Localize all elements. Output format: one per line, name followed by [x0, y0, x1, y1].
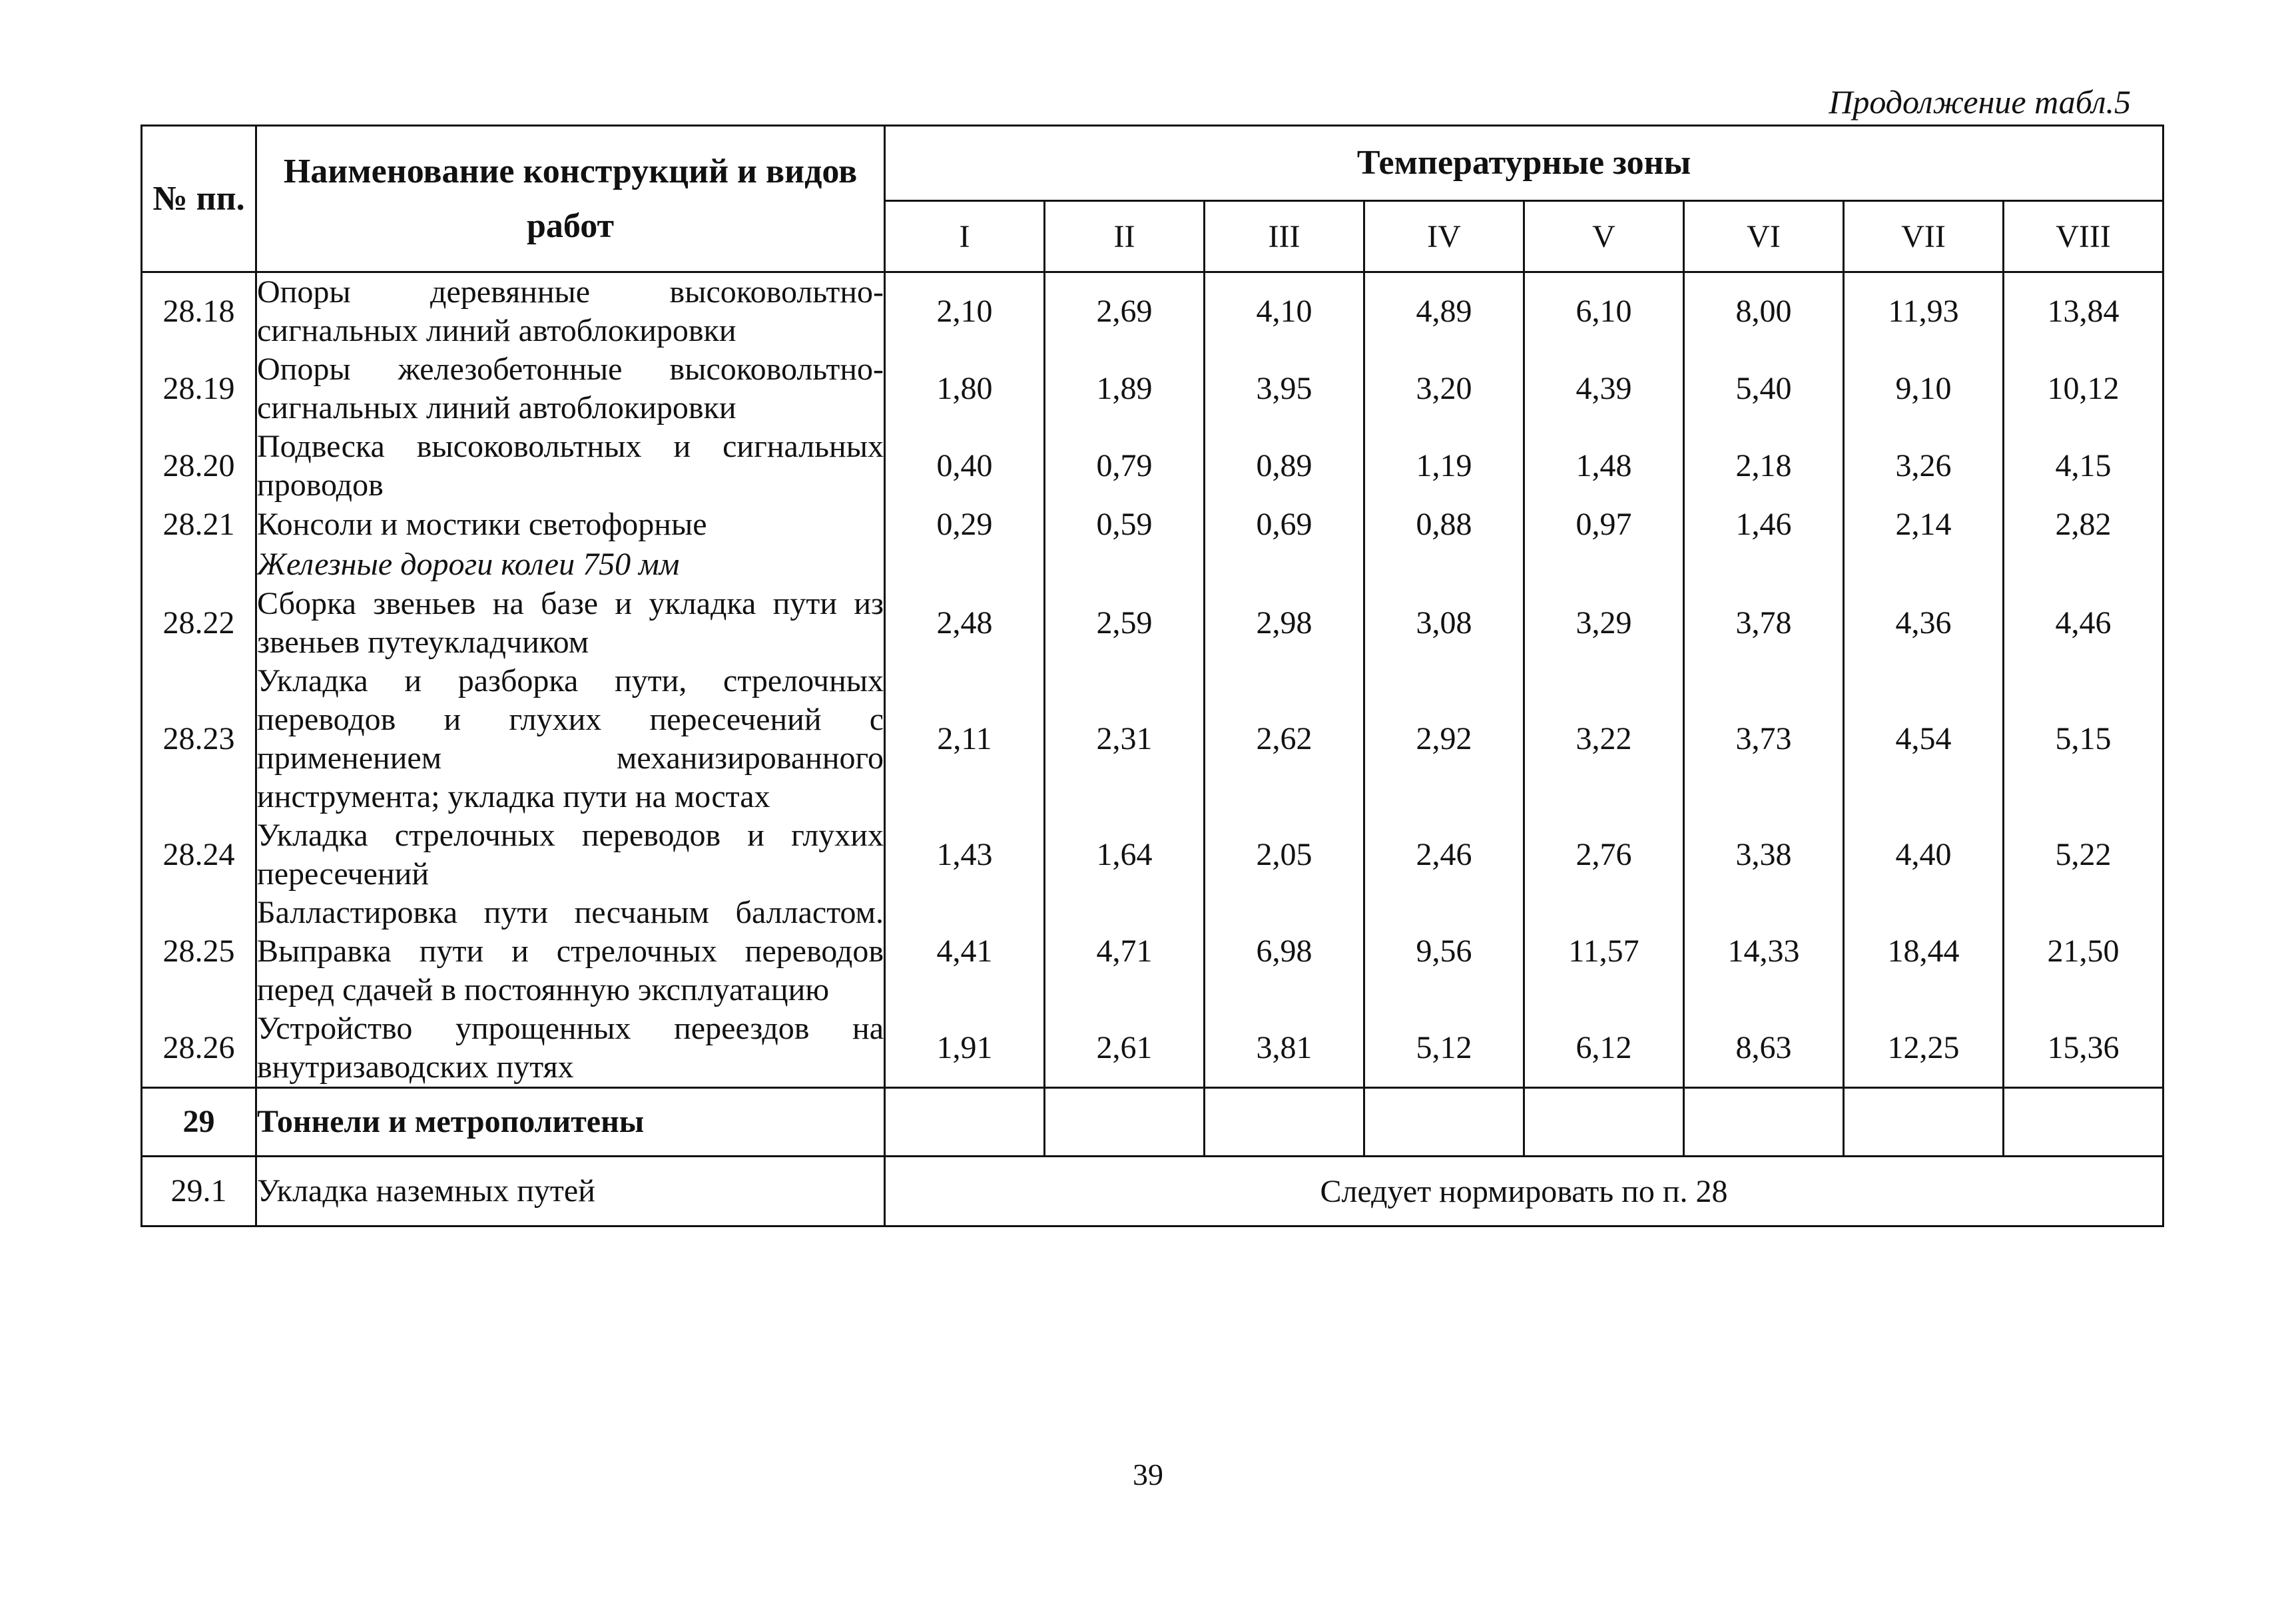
- row-number: 29.1: [142, 1157, 256, 1226]
- row-value: 2,11: [885, 662, 1045, 816]
- table-row: [142, 662, 2163, 816]
- empty-cell: [1844, 1088, 2004, 1157]
- empty-cell: [885, 545, 1045, 585]
- table-row: [142, 1009, 2163, 1088]
- row-value: 3,78: [1684, 585, 1844, 662]
- row-value: 0,89: [1205, 427, 1364, 505]
- row-number: 28.24: [142, 816, 256, 894]
- header-zone: II: [1045, 201, 1205, 272]
- header-zone: VII: [1844, 201, 2004, 272]
- empty-cell: [1045, 545, 1205, 585]
- row-value: 2,48: [885, 585, 1045, 662]
- row-value: 4,39: [1524, 350, 1684, 427]
- empty-cell: [2004, 545, 2163, 585]
- row-value: 9,56: [1364, 894, 1524, 1009]
- section-title: Железные дороги колеи 750 мм: [256, 545, 885, 585]
- row-value: 10,12: [2004, 350, 2163, 427]
- row-value: 8,63: [1684, 1009, 1844, 1088]
- row-value: 14,33: [1684, 894, 1844, 1009]
- empty-cell: [885, 1088, 1045, 1157]
- empty-cell: [1205, 1088, 1364, 1157]
- row-value: 15,36: [2004, 1009, 2163, 1088]
- table-body-tunnels: [142, 1088, 2163, 1226]
- row-value: 3,29: [1524, 585, 1684, 662]
- row-number: 28.18: [142, 272, 256, 351]
- row-value: 12,25: [1844, 1009, 2004, 1088]
- row-value: 9,10: [1844, 350, 2004, 427]
- row-name: Тоннели и метрополитены: [256, 1088, 885, 1157]
- table-row: [142, 427, 2163, 505]
- row-value: 4,71: [1045, 894, 1205, 1009]
- empty-cell: [1045, 1088, 1205, 1157]
- row-value: 6,10: [1524, 272, 1684, 351]
- row-value: 5,15: [2004, 662, 2163, 816]
- empty-cell: [1684, 1088, 1844, 1157]
- row-value: 3,26: [1844, 427, 2004, 505]
- row-value: 2,69: [1045, 272, 1205, 351]
- row-value: 2,18: [1684, 427, 1844, 505]
- row-value: 4,40: [1844, 816, 2004, 894]
- row-number: 28.26: [142, 1009, 256, 1088]
- row-value: 3,22: [1524, 662, 1684, 816]
- header-zone: III: [1205, 201, 1364, 272]
- section-row: [142, 545, 2163, 585]
- row-value: 3,38: [1684, 816, 1844, 894]
- row-value: 21,50: [2004, 894, 2163, 1009]
- row-note: Следует нормировать по п. 28: [885, 1157, 2163, 1226]
- header-zone: VI: [1684, 201, 1844, 272]
- row-value: 13,84: [2004, 272, 2163, 351]
- header-zone: I: [885, 201, 1045, 272]
- norms-table: [141, 125, 2164, 1227]
- row-number: 28.23: [142, 662, 256, 816]
- row-value: 2,76: [1524, 816, 1684, 894]
- row-value: 1,80: [885, 350, 1045, 427]
- row-value: 0,59: [1045, 505, 1205, 545]
- row-value: 2,82: [2004, 505, 2163, 545]
- row-value: 6,12: [1524, 1009, 1684, 1088]
- row-value: 3,73: [1684, 662, 1844, 816]
- row-value: 4,10: [1205, 272, 1364, 351]
- row-value: 6,98: [1205, 894, 1364, 1009]
- row-name: Опоры железобетонные высоковольтно-сигнальных линий автоблокировки: [256, 350, 885, 427]
- row-name: Укладка наземных путей: [256, 1157, 885, 1226]
- empty-cell: [1524, 1088, 1684, 1157]
- empty-cell: [1364, 545, 1524, 585]
- row-value: 5,22: [2004, 816, 2163, 894]
- row-value: 8,00: [1684, 272, 1844, 351]
- header-zone: IV: [1364, 201, 1524, 272]
- row-name: Опоры деревянные высоковольтно-сигнальных линий автоблокировки: [256, 272, 885, 351]
- row-number: 28.20: [142, 427, 256, 505]
- row-value: 4,15: [2004, 427, 2163, 505]
- empty-cell: [1524, 545, 1684, 585]
- row-name: Консоли и мостики светофорные: [256, 505, 885, 545]
- row-name: Сборка звеньев на базе и укладка пути из звеньев путеукладчиком: [256, 585, 885, 662]
- row-value: 5,40: [1684, 350, 1844, 427]
- row-value: 2,10: [885, 272, 1045, 351]
- row-value: 2,05: [1205, 816, 1364, 894]
- row-value: 1,89: [1045, 350, 1205, 427]
- row-number: 28.19: [142, 350, 256, 427]
- row-value: 0,79: [1045, 427, 1205, 505]
- row-value: 2,14: [1844, 505, 2004, 545]
- section-number-cell: [142, 545, 256, 585]
- row-name: Устройство упрощенных переездов на внутризаводских путях: [256, 1009, 885, 1088]
- table-row-29-1: [142, 1157, 2163, 1226]
- row-value: 1,91: [885, 1009, 1045, 1088]
- row-value: 2,92: [1364, 662, 1524, 816]
- row-number: 28.22: [142, 585, 256, 662]
- table-body-items: [142, 272, 2163, 1088]
- empty-cell: [1844, 545, 2004, 585]
- row-value: 3,08: [1364, 585, 1524, 662]
- row-value: 1,19: [1364, 427, 1524, 505]
- header-name: Наименование конструкций и видов работ: [256, 126, 885, 272]
- header-number: № пп.: [142, 126, 256, 272]
- row-number: 28.25: [142, 894, 256, 1009]
- row-value: 4,41: [885, 894, 1045, 1009]
- row-value: 11,93: [1844, 272, 2004, 351]
- table-row: [142, 894, 2163, 1009]
- page-number: 39: [1133, 1458, 1163, 1491]
- row-value: 2,61: [1045, 1009, 1205, 1088]
- row-value: 0,97: [1524, 505, 1684, 545]
- row-value: 4,36: [1844, 585, 2004, 662]
- row-value: 0,88: [1364, 505, 1524, 545]
- table-header: [142, 126, 2163, 272]
- row-number: 28.21: [142, 505, 256, 545]
- table-row: [142, 272, 2163, 351]
- row-value: 4,89: [1364, 272, 1524, 351]
- row-value: 2,62: [1205, 662, 1364, 816]
- row-value: 1,64: [1045, 816, 1205, 894]
- row-value: 2,98: [1205, 585, 1364, 662]
- header-zone: VIII: [2004, 201, 2163, 272]
- header-zone: V: [1524, 201, 1684, 272]
- empty-cell: [1205, 545, 1364, 585]
- row-value: 2,59: [1045, 585, 1205, 662]
- row-value: 1,43: [885, 816, 1045, 894]
- row-value: 0,69: [1205, 505, 1364, 545]
- row-value: 18,44: [1844, 894, 2004, 1009]
- row-value: 4,54: [1844, 662, 2004, 816]
- row-name: Укладка и разборка пути, стрелочных переводов и глухих пересечений с применением механизированного инструмента; укладка пути на мостах: [256, 662, 885, 816]
- row-value: 1,46: [1684, 505, 1844, 545]
- table-row: [142, 350, 2163, 427]
- table-row: [142, 816, 2163, 894]
- row-value: 0,29: [885, 505, 1045, 545]
- table-row: [142, 505, 2163, 545]
- table-continuation-caption: Продолжение табл.5: [1829, 83, 2131, 121]
- row-value: 2,46: [1364, 816, 1524, 894]
- row-value: 1,48: [1524, 427, 1684, 505]
- row-value: 2,31: [1045, 662, 1205, 816]
- table-row: [142, 585, 2163, 662]
- row-name: Подвеска высоковольтных и сигнальных проводов: [256, 427, 885, 505]
- header-temperature-zones: Температурные зоны: [885, 126, 2163, 201]
- empty-cell: [1364, 1088, 1524, 1157]
- row-name: Укладка стрелочных переводов и глухих пересечений: [256, 816, 885, 894]
- row-name: Балластировка пути песчаным балластом. Выправка пути и стрелочных переводов перед сдачей в постоянную эксплуатацию: [256, 894, 885, 1009]
- table-row-section-29: [142, 1088, 2163, 1157]
- row-value: 3,95: [1205, 350, 1364, 427]
- row-value: 11,57: [1524, 894, 1684, 1009]
- row-value: 0,40: [885, 427, 1045, 505]
- row-value: 3,20: [1364, 350, 1524, 427]
- empty-cell: [1684, 545, 1844, 585]
- row-value: 4,46: [2004, 585, 2163, 662]
- row-value: 3,81: [1205, 1009, 1364, 1088]
- row-value: 5,12: [1364, 1009, 1524, 1088]
- row-number: 29: [142, 1088, 256, 1157]
- empty-cell: [2004, 1088, 2163, 1157]
